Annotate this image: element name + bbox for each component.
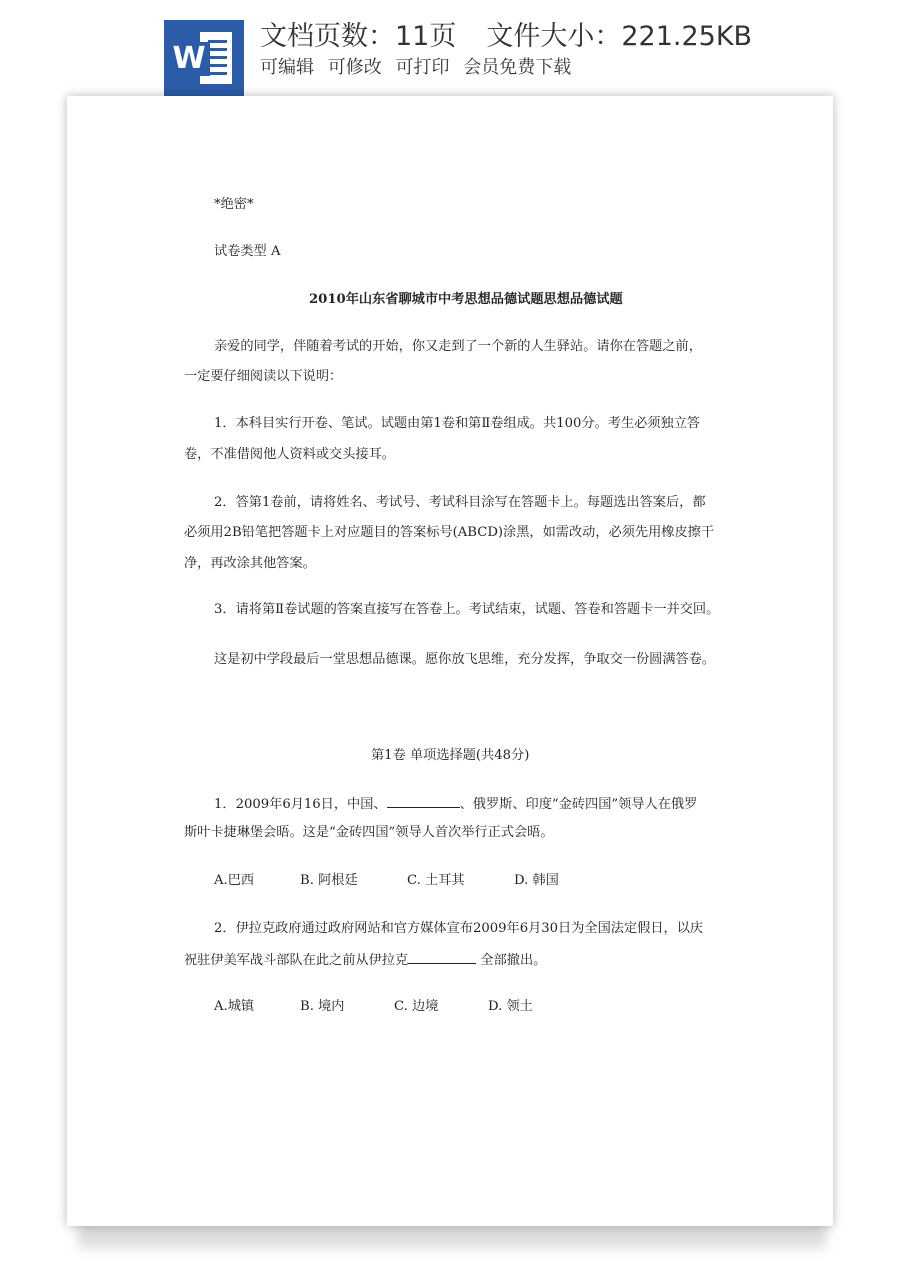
feature-member-download: 会员免费下载	[463, 57, 572, 78]
q1-option-b: B. 阿根廷	[300, 873, 358, 888]
question-1-text-before-blank: 1．2009年6月16日，中国、	[214, 797, 387, 812]
rule-2-line-3: 净，再改涂其他答案。	[184, 556, 316, 571]
paper-type: 试卷类型 A	[214, 244, 281, 259]
feature-editable: 可编辑	[260, 57, 314, 78]
feature-modifiable: 可修改	[327, 57, 382, 78]
secret-mark: *绝密*	[214, 197, 254, 212]
intro-line-2: 一定要仔细阅读以下说明：	[184, 369, 343, 384]
question-2-text-before-blank: 祝驻伊美军战斗部队在此之前从伊拉克	[184, 953, 409, 968]
rule-2-line-1: 2．答第1卷前，请将姓名、考试号、考试科目涂写在答题卡上。每题选出答案后，都	[214, 495, 706, 510]
document-title: 2010年山东省聊城市中考思想品德试题思想品德试题	[309, 292, 623, 307]
question-1-options	[214, 872, 559, 890]
question-1-line-2: 斯叶卡捷琳堡会晤。这是“金砖四国”领导人首次举行正式会晤。	[184, 825, 554, 840]
q1-option-d: D. 韩国	[514, 873, 559, 888]
question-1-text-after-blank: 、俄罗斯、印度“金砖四国”领导人在俄罗	[459, 797, 698, 812]
answer-blank	[387, 794, 460, 808]
q1-option-c: C. 土耳其	[407, 873, 465, 888]
question-2-options	[214, 998, 533, 1016]
intro-line-1: 亲爱的同学，伴随着考试的开始，你又走到了一个新的人生驿站。请你在答题之前，	[214, 339, 702, 354]
answer-blank	[408, 950, 476, 964]
question-2-line-2	[184, 950, 546, 970]
closing-note: 这是初中学段最后一堂思想品德课。愿你放飞思维，充分发挥，争取交一份圆满答卷。	[214, 652, 716, 667]
word-logo-letter: W	[168, 42, 210, 76]
download-info-header	[0, 0, 900, 100]
q1-option-a: A.巴西	[214, 873, 255, 888]
question-1-line-1	[214, 794, 697, 814]
question-2-line-1: 2．伊拉克政府通过政府网站和官方媒体宣布2009年6月30日为全国法定假日，以庆	[214, 921, 704, 936]
feature-printable: 可打印	[395, 57, 450, 78]
question-2-text-after-blank: 全部撤出。	[476, 953, 547, 968]
word-document-icon	[164, 20, 244, 96]
q2-option-a: A.城镇	[214, 999, 255, 1014]
page-count: 文档页数：11页	[260, 21, 457, 52]
section-title: 第1卷 单项选择题(共48分)	[371, 748, 530, 763]
q2-option-c: C. 边境	[394, 999, 439, 1014]
feature-list	[260, 55, 579, 81]
file-size: 文件大小：221.25KB	[486, 21, 753, 52]
q2-option-b: B. 境内	[300, 999, 345, 1014]
document-stats	[260, 18, 752, 56]
rule-3: 3．请将第Ⅱ卷试题的答案直接写在答卷上。考试结束，试题、答卷和答题卡一并交回。	[214, 602, 720, 617]
document-page	[67, 96, 833, 1226]
rule-2-line-2: 必须用2B铅笔把答题卡上对应题目的答案标号(ABCD)涂黑，如需改动，必须先用橡皮擦干	[184, 525, 715, 540]
rule-1-line-2: 卷，不准借阅他人资料或交头接耳。	[184, 447, 395, 462]
q2-option-d: D. 领土	[488, 999, 533, 1014]
rule-1-line-1: 1．本科目实行开卷、笔试。试题由第1卷和第Ⅱ卷组成。共100分。考生必须独立答	[214, 416, 701, 431]
